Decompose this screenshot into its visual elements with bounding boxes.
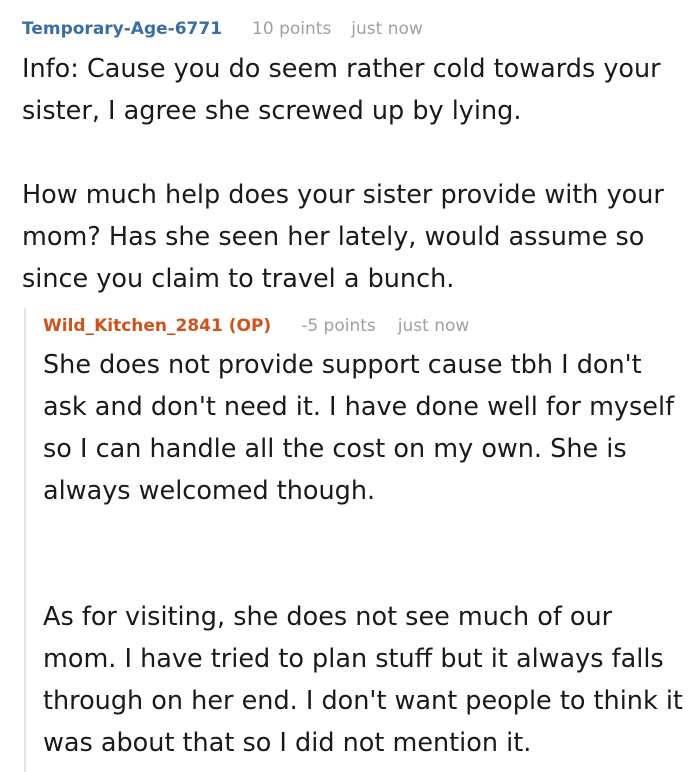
reply-thread-line[interactable] xyxy=(24,308,26,772)
comment-paragraph: How much help does your sister provide with your mom? Has she seen her lately, would assume so since you claim to travel a bunch. xyxy=(22,180,664,294)
comment-body xyxy=(22,48,682,300)
reply-body xyxy=(43,344,693,764)
reply-paragraph: As for visiting, she does not see much of our mom. I have tried to plan stuff but it always falls through on her end. I don't want people to think it was about that so I did not mention it. xyxy=(43,602,683,758)
reply-author-link[interactable]: Wild_Kitchen_2841 (OP) xyxy=(43,316,272,336)
comment-author-link[interactable]: Temporary-Age-6771 xyxy=(22,19,223,39)
reply-points: -5 points xyxy=(301,316,376,336)
comment-meta xyxy=(22,19,423,39)
reply-meta xyxy=(43,316,469,336)
comment-paragraph: Info: Cause you do seem rather cold towards your sister, I agree she screwed up by lying. xyxy=(22,54,661,126)
reply-timestamp: just now xyxy=(397,316,470,336)
comment-timestamp: just now xyxy=(351,19,423,39)
reply-paragraph: She does not provide support cause tbh I don't ask and don't need it. I have done well for myself so I can handle all the cost on my own. She is always welcomed though. xyxy=(43,350,675,506)
comment-points: 10 points xyxy=(252,19,332,39)
